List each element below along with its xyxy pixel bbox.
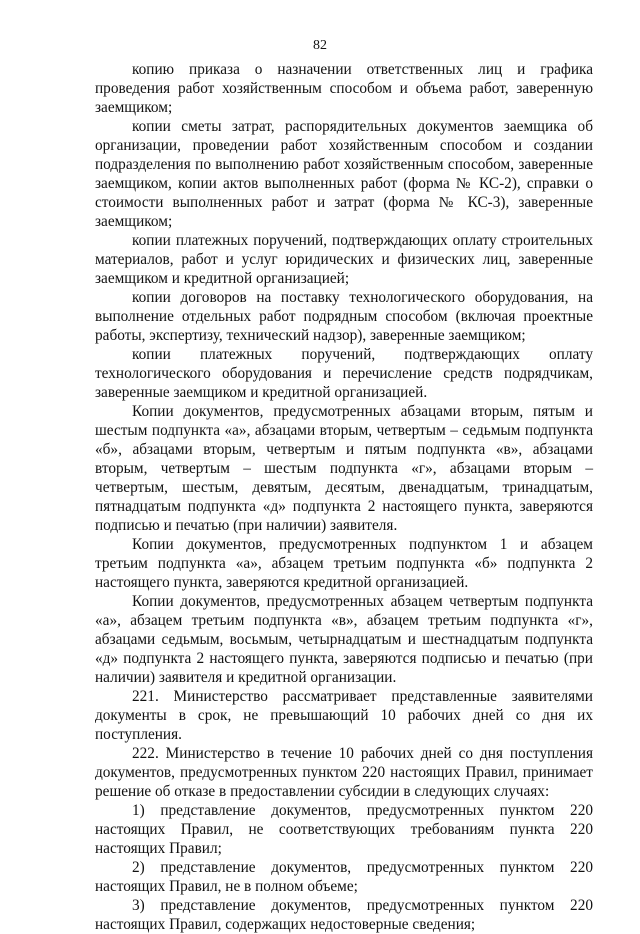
document-body bbox=[95, 60, 593, 934]
paragraph: Копии документов, предусмотренных абзацем четвертым подпункта «а», абзацем третьим подпункта «в», абзацем третьим подпункта «г», абзацами седьмым, восьмым, четырнадцатым и шестнадцатым подпункта «д» подпункта 2 настоящего пункта, заверяются подписью и печатью (при наличии) заявителя и кредитной организации. bbox=[95, 593, 593, 686]
paragraph: 222. Министерство в течение 10 рабочих дней со дня поступления документов, предусмотренных пунктом 220 настоящих Правил, принимает решение об отказе в предоставлении субсидии в следующих случаях: bbox=[95, 745, 593, 800]
paragraph: копии сметы затрат, распорядительных документов заемщика об организации, проведении работ хозяйственным способом и создании подразделения по выполнению работ хозяйственным способом, заверенные заемщиком, копии актов выполненных работ (форма № КС-2), справки о стоимости выполненных работ и затрат (форма № КС-3), заверенные заемщиком; bbox=[95, 118, 593, 230]
paragraph: Копии документов, предусмотренных подпунктом 1 и абзацем третьим подпункта «а», абзацем третьим подпункта «б» подпункта 2 настоящего пункта, заверяются кредитной организацией. bbox=[95, 536, 593, 591]
paragraph: копии платежных поручений, подтверждающих оплату технологического оборудования и перечисление средств подрядчикам, заверенные заемщиком и кредитной организацией. bbox=[95, 346, 593, 401]
paragraph: 3) представление документов, предусмотренных пунктом 220 настоящих Правил, содержащих недостоверные сведения; bbox=[95, 897, 593, 933]
paragraph: Копии документов, предусмотренных абзацами вторым, пятым и шестым подпункта «а», абзацами вторым, четвертым – седьмым подпункта «б», абзацами вторым, четвертым и пятым подпункта «в», абзацами вторым, четвертым – шестым подпункта «г», абзацами вторым – четвертым, шестым, девятым, десятым, двенадцатым, тринадцатым, пятнадцатым подпункта «д» подпункта 2 настоящего пункта, заверяются подписью и печатью (при наличии) заявителя. bbox=[95, 403, 593, 534]
paragraph: копию приказа о назначении ответственных лиц и графика проведения работ хозяйственным способом и объема работ, заверенную заемщиком; bbox=[95, 61, 593, 116]
paragraph: копии договоров на поставку технологического оборудования, на выполнение отдельных работ подрядным способом (включая проектные работы, экспертизу, технический надзор), заверенные заемщиком; bbox=[95, 289, 593, 344]
paragraph: 221. Министерство рассматривает представленные заявителями документы в срок, не превышающий 10 рабочих дней со дня их поступления. bbox=[95, 688, 593, 743]
page-number: 82 bbox=[313, 38, 327, 53]
paragraph: 2) представление документов, предусмотренных пунктом 220 настоящих Правил, не в полном объеме; bbox=[95, 859, 593, 895]
paragraph: копии платежных поручений, подтверждающих оплату строительных материалов, работ и услуг юридических и физических лиц, заверенные заемщиком и кредитной организацией; bbox=[95, 232, 593, 287]
paragraph: 1) представление документов, предусмотренных пунктом 220 настоящих Правил, не соответствующих требованиям пункта 220 настоящих Правил; bbox=[95, 802, 593, 857]
